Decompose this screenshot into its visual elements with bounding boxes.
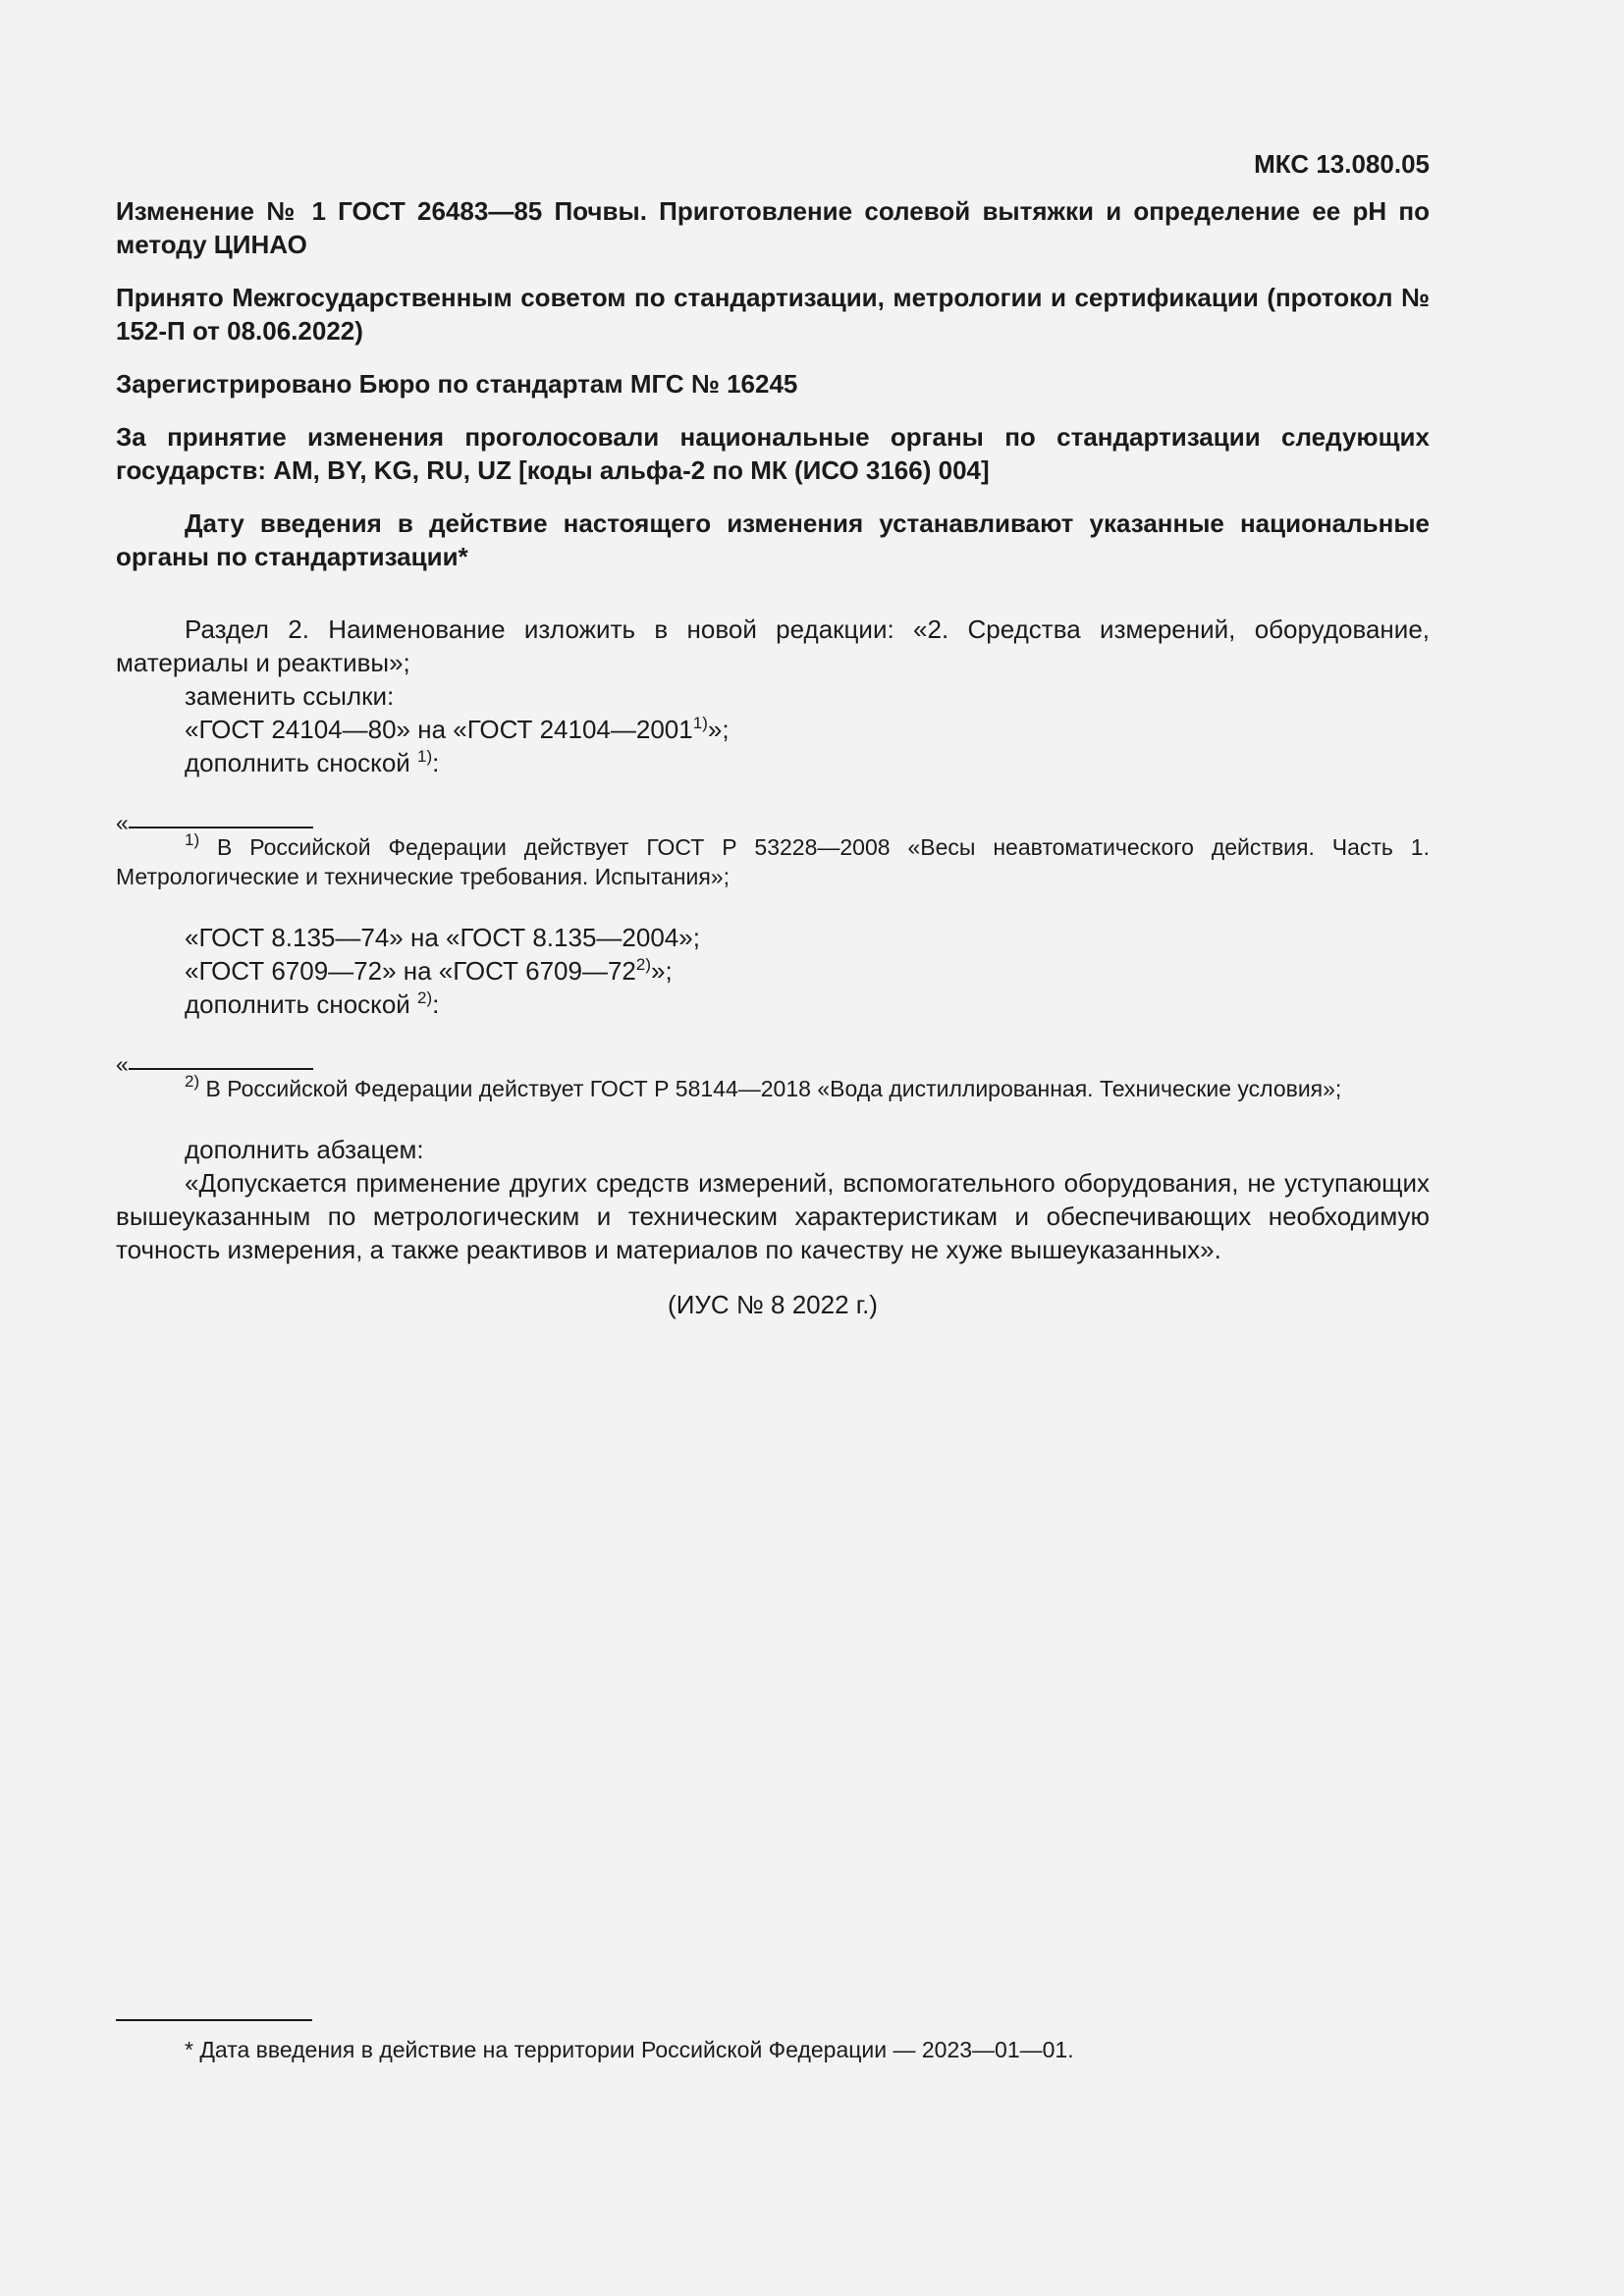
registration-statement: Зарегистрировано Бюро по стандартам МГС № 16245: [116, 369, 798, 399]
footnote-rule-2: [116, 1050, 1430, 1077]
inserted-paragraph: «Допускается применение других средств измерений, вспомогательного оборудования, не уступающих вышеуказанным по метрологическим и техническим характеристикам и обеспечивающих необходимую точность измерения, а также реактивов и материалов по качеству не хуже вышеуказанных».: [116, 1168, 1430, 1264]
fn2-body: В Российской Федерации действует ГОСТ Р 58144—2018 «Вода дистиллированная. Технические условия»;: [199, 1076, 1342, 1101]
effective-date-statement: Дату введения в действие настоящего изменения устанавливают указанные национальные органы по стандартизации*: [116, 508, 1430, 571]
add-fn1-line: [116, 746, 1430, 779]
page-footnote-rule: [116, 2019, 312, 2021]
ref3-line: [116, 954, 1430, 988]
footnote-quote-2: «: [116, 1051, 129, 1077]
document-content: [116, 147, 1430, 1321]
ref3-text: «ГОСТ 6709—72» на «ГОСТ 6709—72: [185, 956, 636, 986]
add-fn1-post: :: [432, 748, 440, 777]
voting-statement: За принятие изменения проголосовали национальные органы по стандартизации следующих государств: AM, BY, KG, RU, UZ [коды альфа-2 по МК (ИСО 3166) 004]: [116, 422, 1430, 485]
amendment-title: Изменение № 1 ГОСТ 26483—85 Почвы. Приготовление солевой вытяжки и определение ее pH по методу ЦИНАО: [116, 196, 1430, 259]
fn1-body: В Российской Федерации действует ГОСТ Р 53228—2008 «Весы неавтоматического действия. Часть 1. Метрологические и технические требования. Испытания»;: [116, 834, 1430, 889]
ref1-post: »;: [707, 715, 730, 744]
fn1-sup: 1): [185, 830, 200, 849]
add-fn2-text: дополнить сноской: [185, 989, 418, 1019]
add-fn2-line: [116, 988, 1430, 1021]
ref1-line: [116, 713, 1430, 746]
add-paragraph-line: дополнить абзацем:: [185, 1135, 424, 1164]
ref1-sup: 1): [692, 714, 708, 732]
footnote-rule-1: [116, 809, 1430, 835]
page-footnote-text: * Дата введения в действие на территории Российской Федерации — 2023—01—01.: [185, 2037, 1074, 2062]
add-fn1-sup: 1): [417, 747, 433, 766]
add-fn2-sup: 2): [417, 988, 433, 1007]
ref2-line: «ГОСТ 8.135—74» на «ГОСТ 8.135—2004»;: [185, 923, 700, 952]
ref3-post: »;: [651, 956, 673, 986]
adopted-statement: Принято Межгосударственным советом по стандартизации, метрологии и сертификации (протокол № 152-П от 08.06.2022): [116, 283, 1430, 346]
footnote-2-text: [116, 1074, 1430, 1103]
mks-code: МКС 13.080.05: [1254, 149, 1430, 179]
inserted-footnote-1: [116, 809, 1430, 891]
amendment-body: [116, 613, 1430, 1321]
footnote-line-1: [129, 827, 313, 828]
add-fn2-post: :: [432, 989, 440, 1019]
ref3-sup: 2): [635, 955, 652, 974]
add-fn1-text: дополнить сноской: [185, 748, 418, 777]
section2-paragraph: Раздел 2. Наименование изложить в новой редакции: «2. Средства измерений, оборудование, материалы и реактивы»;: [116, 614, 1430, 677]
ius-reference: (ИУС № 8 2022 г.): [668, 1290, 878, 1319]
page-footnote: [116, 2019, 1430, 2064]
ref1-text: «ГОСТ 24104—80» на «ГОСТ 24104—2001: [185, 715, 693, 744]
footnote-quote-1: «: [116, 810, 129, 835]
fn2-sup: 2): [185, 1072, 200, 1091]
inserted-footnote-2: [116, 1050, 1430, 1103]
replace-refs-line: заменить ссылки:: [185, 681, 395, 711]
footnote-1-text: [116, 832, 1430, 891]
footnote-line-2: [129, 1068, 313, 1070]
